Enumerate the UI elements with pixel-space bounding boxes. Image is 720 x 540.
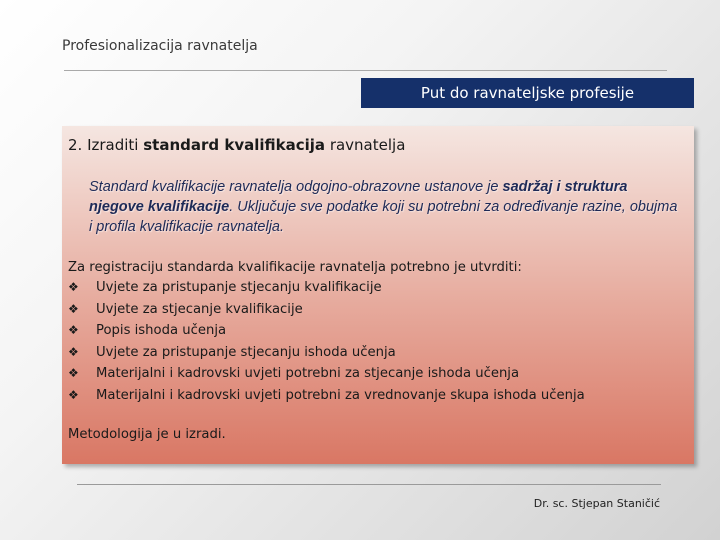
list-item-text: Materijalni i kadrovski uvjeti potrebni za stjecanje ishoda učenja	[96, 366, 520, 381]
header-title: Profesionalizacija ravnatelja	[62, 38, 258, 54]
list-item	[68, 320, 688, 342]
diamond-flower-bullet-icon: ❖	[68, 323, 79, 337]
header-divider	[64, 70, 667, 71]
list-item	[68, 299, 688, 321]
list-item	[68, 385, 688, 407]
list-item-text: Uvjete za stjecanje kvalifikacije	[96, 301, 303, 317]
list-item-text: Uvjete za pristupanje stjecanju kvalifikacije	[96, 280, 382, 295]
list-intro: Za registraciju standarda kvalifikacije ravnatelja potrebno je utvrditi:	[68, 260, 522, 275]
section-heading	[68, 136, 688, 154]
title-banner: Put do ravnateljske profesije	[361, 78, 694, 108]
list-item	[68, 363, 688, 385]
definition-part1: Standard kvalifikacije ravnatelja odgojno-obrazovne ustanove je	[89, 179, 503, 195]
definition-part2: . Uključuje sve podatke koji su potrebni za određivanje razine, obujma i profila kvalifikacije ravnatelja.	[89, 199, 678, 235]
diamond-flower-bullet-icon: ❖	[68, 366, 79, 380]
content-box	[62, 126, 694, 464]
list-item	[68, 277, 688, 299]
list-item-text: Uvjete za pristupanje stjecanju ishoda učenja	[96, 344, 396, 360]
heading-suffix: ravnatelja	[325, 136, 406, 154]
author-name: Dr. sc. Stjepan Staničić	[533, 497, 660, 510]
diamond-flower-bullet-icon: ❖	[68, 301, 79, 316]
methodology-note: Metodologija je u izradi.	[68, 427, 226, 442]
list-item-text: Popis ishoda učenja	[96, 323, 227, 338]
heading-bold: standard kvalifikacija	[143, 136, 326, 154]
definition-bold: sadržaj i struktura njegove kvalifikacije	[89, 179, 628, 215]
list-item-text: Materijalni i kadrovski uvjeti potrebni za vrednovanje skupa ishoda učenja	[96, 387, 585, 403]
footer-divider	[77, 484, 661, 485]
heading-prefix: 2. Izraditi	[68, 136, 144, 154]
diamond-flower-bullet-icon: ❖	[68, 280, 79, 294]
diamond-flower-bullet-icon: ❖	[68, 344, 79, 359]
definition-paragraph	[89, 177, 680, 237]
requirements-list	[68, 277, 688, 406]
diamond-flower-bullet-icon: ❖	[68, 387, 79, 402]
list-item	[68, 342, 688, 364]
